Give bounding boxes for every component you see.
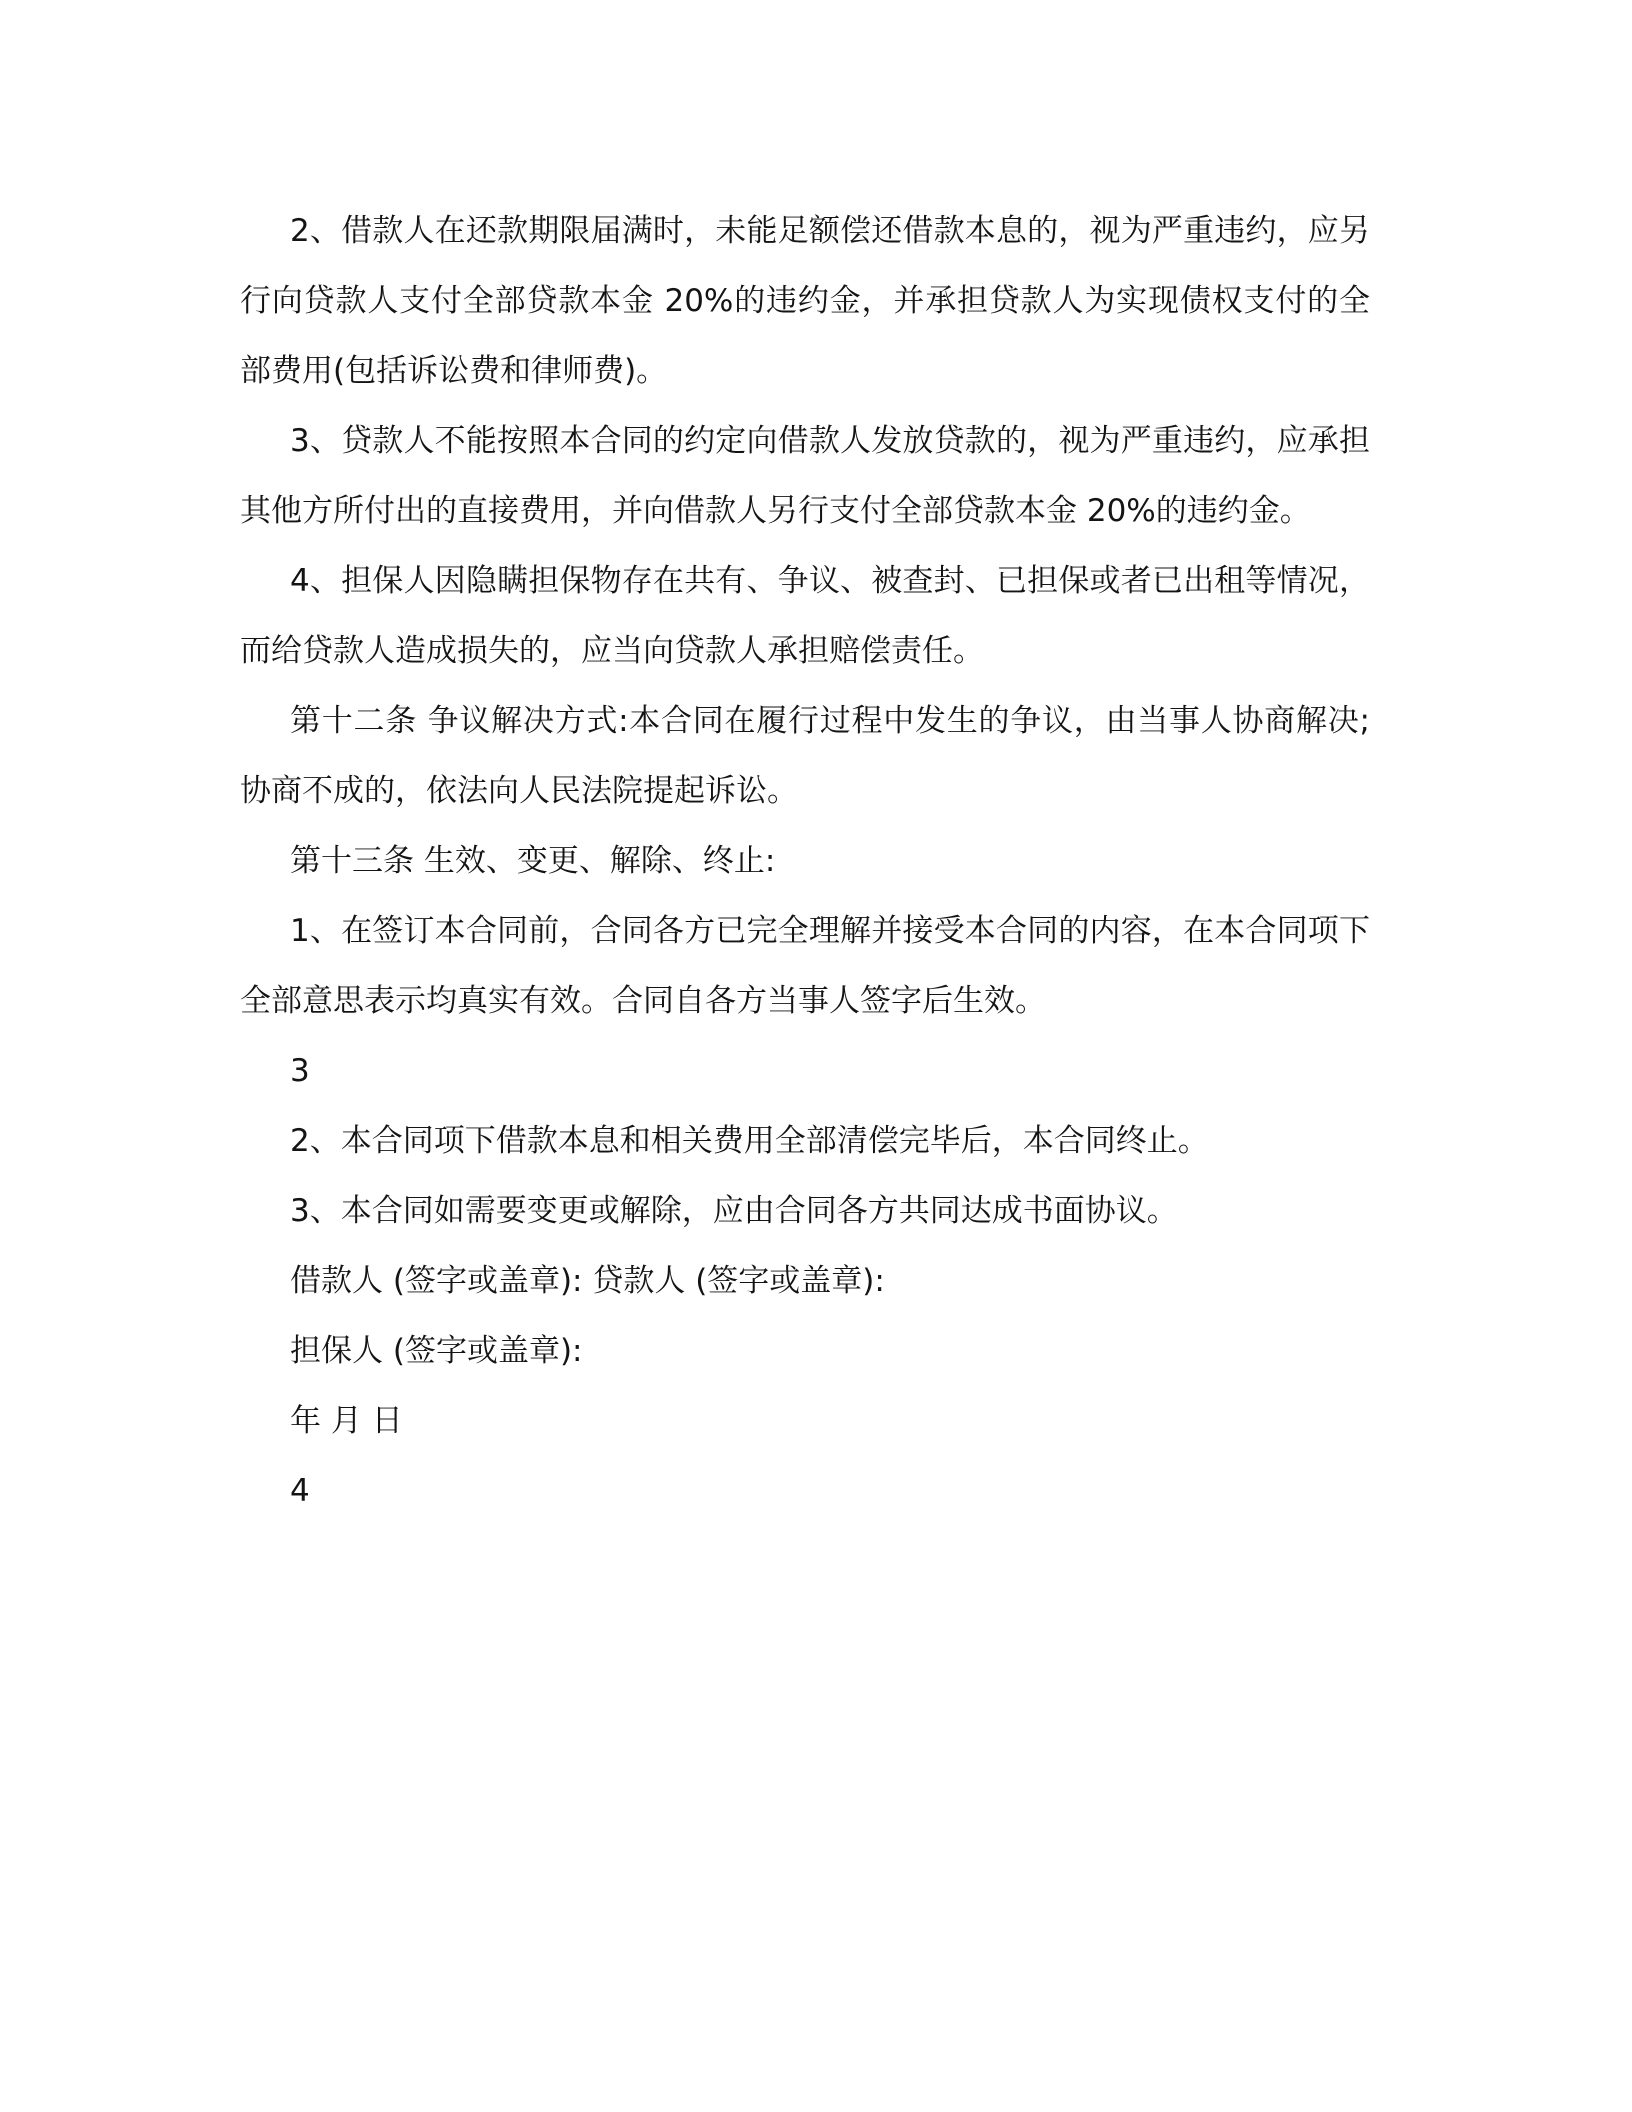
document-body <box>240 196 1370 1526</box>
borrower-lender-signature-line: 借款人 (签字或盖章): 贷款人 (签字或盖章): <box>290 1263 885 1299</box>
page-number: 3 <box>290 1053 310 1089</box>
article-13-heading: 第十三条 生效、变更、解除、终止: <box>290 843 776 879</box>
clause-3-amendment: 3、本合同如需要变更或解除，应由合同各方共同达成书面协议。 <box>290 1193 1178 1229</box>
clause-3-default-lender: 3、贷款人不能按照本合同的约定向借款人发放贷款的，视为严重违约，应承担其他方所付出的直接费用，并向借款人另行支付全部贷款本金 20%的违约金。 <box>240 423 1370 529</box>
clause-2-termination: 2、本合同项下借款本息和相关费用全部清偿完毕后，本合同终止。 <box>290 1123 1209 1159</box>
clause-2-default-borrower: 2、借款人在还款期限届满时，未能足额偿还借款本息的，视为严重违约，应另行向贷款人支付全部贷款本金 20%的违约金，并承担贷款人为实现债权支付的全部费用(包括诉讼费和律师费)。 <box>240 213 1370 389</box>
clause-4-guarantor-liability: 4、担保人因隐瞒担保物存在共有、争议、被查封、已担保或者已出租等情况，而给贷款人造成损失的，应当向贷款人承担赔偿责任。 <box>240 563 1370 669</box>
page-number-2: 4 <box>290 1473 310 1509</box>
date-line: 年 月 日 <box>290 1403 403 1439</box>
guarantor-signature-line: 担保人 (签字或盖章): <box>290 1333 583 1369</box>
clause-1-effectiveness: 1、在签订本合同前，合同各方已完全理解并接受本合同的内容，在本合同项下全部意思表示均真实有效。合同自各方当事人签字后生效。 <box>240 913 1370 1019</box>
article-12-dispute-resolution: 第十二条 争议解决方式:本合同在履行过程中发生的争议，由当事人协商解决;协商不成的，依法向人民法院提起诉讼。 <box>240 703 1370 809</box>
